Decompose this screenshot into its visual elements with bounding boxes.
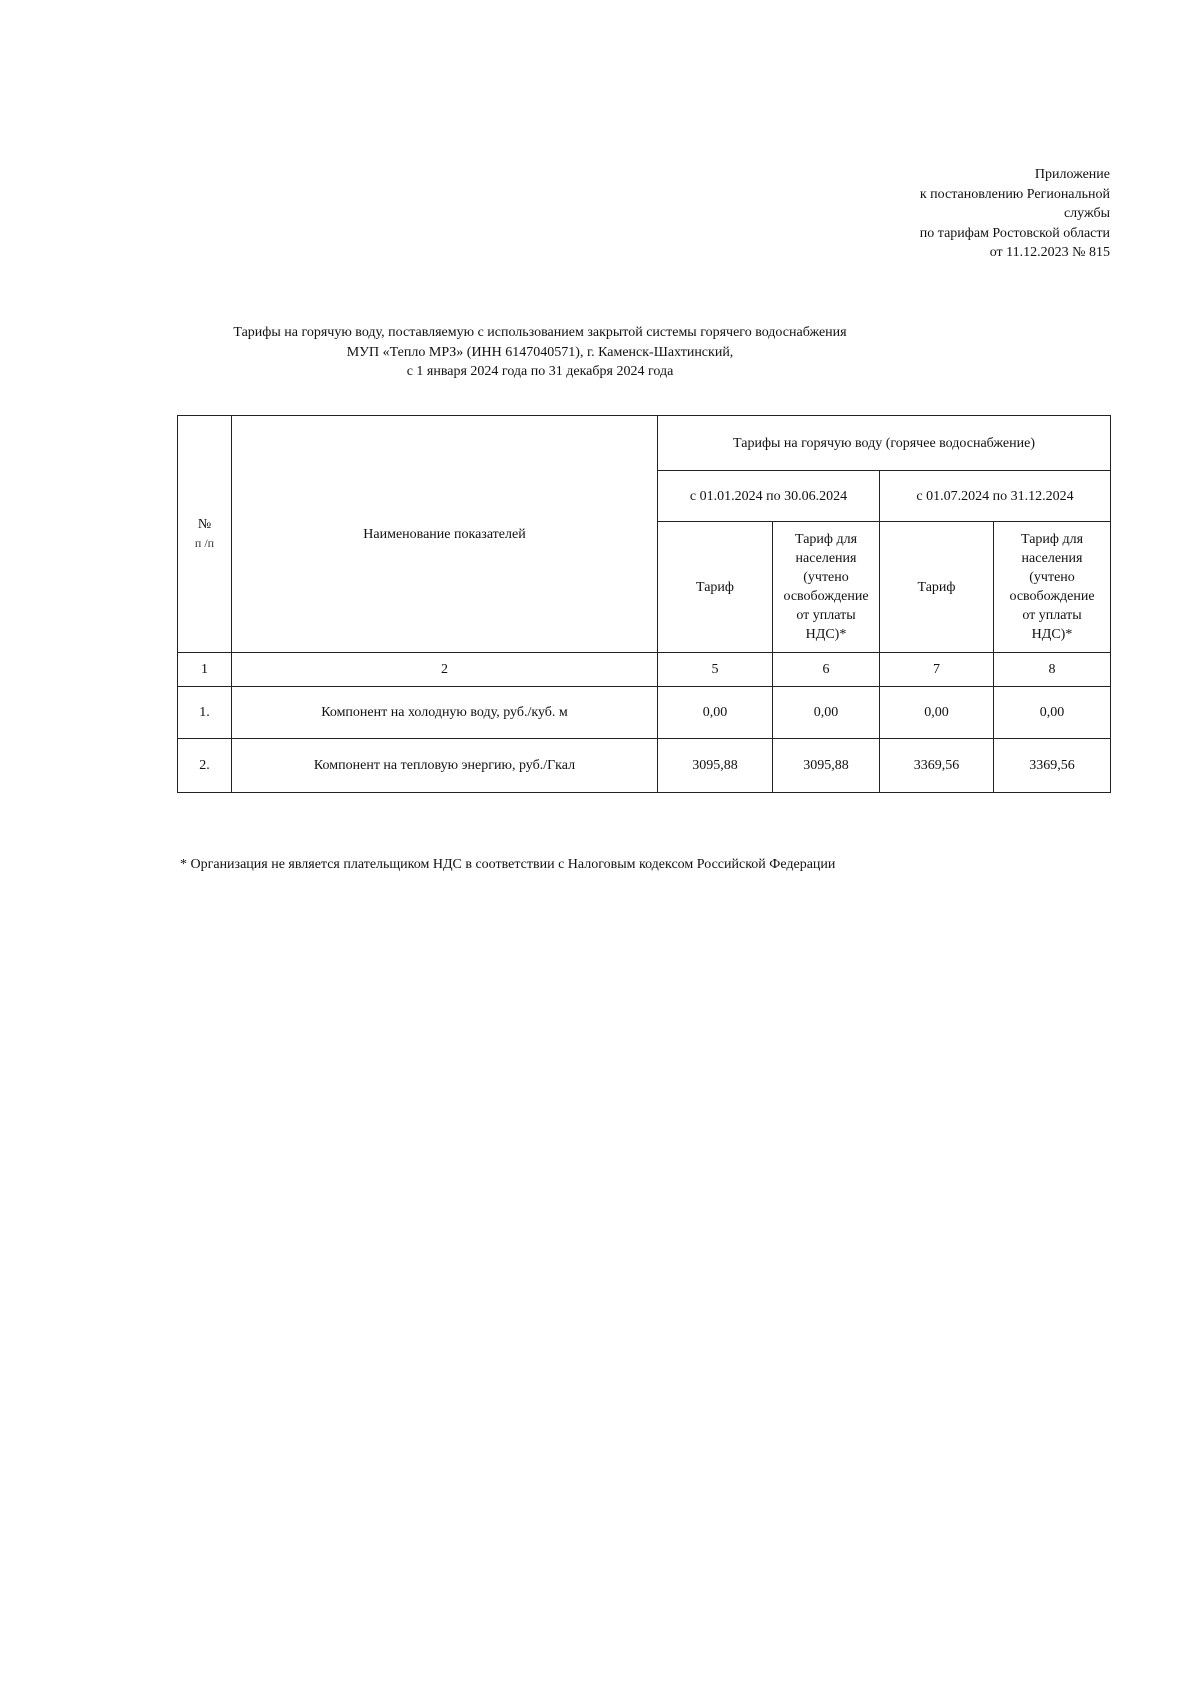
header-period-1: с 01.01.2024 по 30.06.2024 — [658, 471, 880, 522]
tariff-pop-line: освобождение — [783, 589, 869, 604]
tariff-pop-line: населения — [1021, 551, 1083, 566]
appendix-line: от 11.12.2023 № 815 — [989, 245, 1110, 260]
table-row — [178, 687, 1111, 739]
header-period-2: с 01.07.2024 по 31.12.2024 — [880, 471, 1111, 522]
row-value: 3369,56 — [994, 739, 1111, 793]
row-name: Компонент на тепловую энергию, руб./Гкал — [232, 739, 658, 793]
title-line: с 1 января 2024 года по 31 декабря 2024 года — [406, 364, 674, 379]
row-value: 0,00 — [658, 687, 773, 739]
column-number: 8 — [994, 653, 1111, 687]
tariff-pop-line: Тариф для — [794, 532, 858, 547]
row-number: 2. — [178, 739, 232, 793]
footnote: * Организация не является плательщиком НДС в соответствии с Налоговым кодексом Российской Федерации — [180, 857, 836, 872]
row-value: 0,00 — [994, 687, 1111, 739]
table-row — [178, 739, 1111, 793]
tariff-pop-line: освобождение — [1009, 589, 1095, 604]
header-tariff-population-2 — [994, 522, 1111, 653]
appendix-line: службы — [1063, 206, 1110, 221]
header-num-cell — [178, 416, 232, 653]
appendix-line: по тарифам Ростовской области — [919, 225, 1110, 241]
column-number: 7 — [880, 653, 994, 687]
tariff-pop-line: НДС)* — [1031, 627, 1073, 642]
appendix-block — [850, 165, 1110, 263]
title-line: Тарифы на горячую воду, поставляемую с использованием закрытой системы горячего водоснабжения — [233, 325, 847, 340]
column-number: 2 — [232, 653, 658, 687]
title-line: МУП «Тепло МРЗ» (ИНН 6147040571), г. Каменск-Шахтинский, — [346, 344, 734, 360]
column-number: 5 — [658, 653, 773, 687]
column-number: 6 — [773, 653, 880, 687]
header-tariff-population-1 — [773, 522, 880, 653]
appendix-line: Приложение — [1034, 167, 1110, 182]
header-group-cell: Тарифы на горячую воду (горячее водоснабжение) — [658, 416, 1111, 471]
row-value: 3369,56 — [880, 739, 994, 793]
tariff-pop-line: от уплаты — [796, 608, 856, 623]
tariff-pop-line: (учтено — [1029, 570, 1075, 585]
row-name: Компонент на холодную воду, руб./куб. м — [232, 687, 658, 739]
header-tariff-2: Тариф — [880, 522, 994, 653]
num-subtitle: п /п — [194, 536, 215, 550]
row-value: 3095,88 — [773, 739, 880, 793]
row-value: 0,00 — [773, 687, 880, 739]
header-name-cell: Наименование показателей — [232, 416, 658, 653]
column-number: 1 — [178, 653, 232, 687]
row-value: 0,00 — [880, 687, 994, 739]
document-title — [200, 323, 880, 382]
tariff-pop-line: населения — [795, 551, 857, 566]
column-number-row — [178, 653, 1111, 687]
tariff-pop-line: НДС)* — [805, 627, 847, 642]
tariff-table — [177, 415, 1111, 793]
header-tariff-1: Тариф — [658, 522, 773, 653]
appendix-line: к постановлению Региональной — [919, 186, 1110, 202]
row-value: 3095,88 — [658, 739, 773, 793]
tariff-pop-line: Тариф для — [1021, 532, 1084, 547]
row-number: 1. — [178, 687, 232, 739]
tariff-pop-line: (учтено — [803, 570, 849, 585]
num-symbol: № — [197, 517, 212, 532]
tariff-pop-line: от уплаты — [1022, 608, 1082, 623]
